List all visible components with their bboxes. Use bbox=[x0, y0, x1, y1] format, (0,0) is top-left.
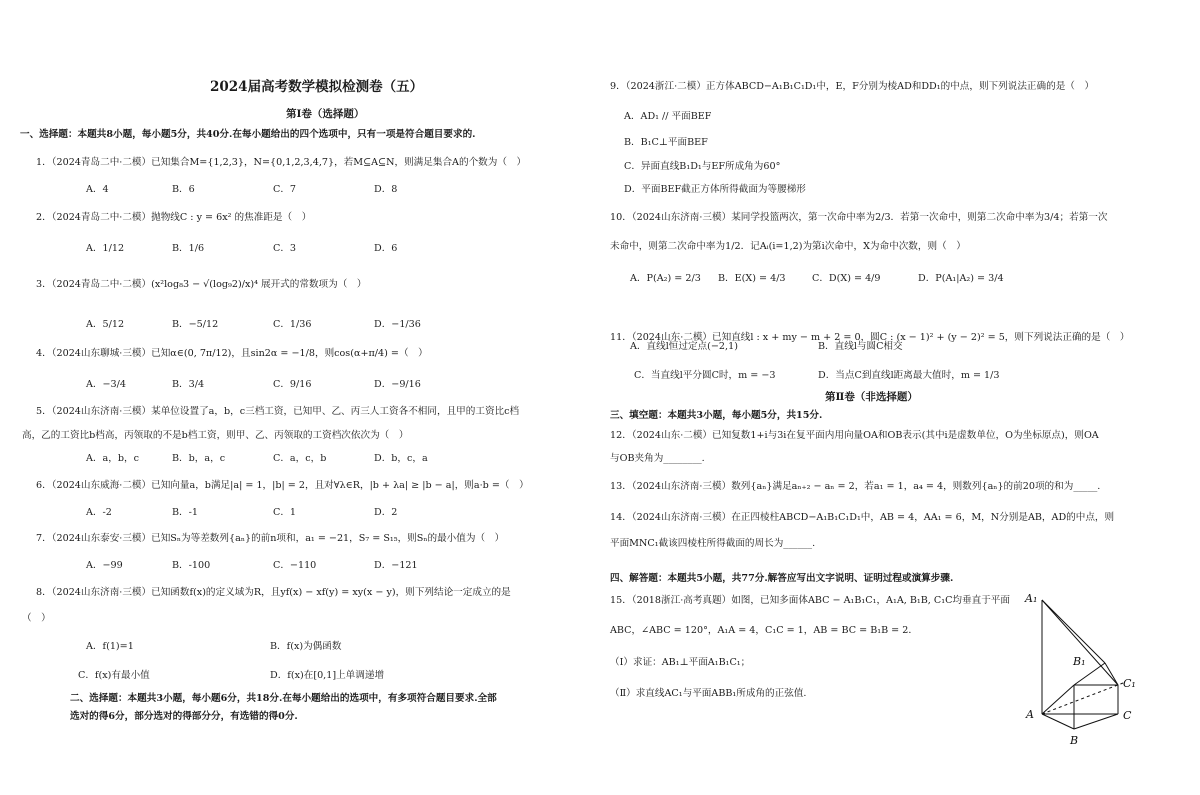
q11-option-a-display: A．直线l恒过定点(−2,1) bbox=[630, 341, 738, 352]
label-b1: B₁ bbox=[1073, 655, 1086, 668]
section-two-heading-line1: 二、选择题：本题共3小题，每小题6分，共18分.在每小题给出的选项中，有多项符合题目要求.全部 bbox=[70, 693, 497, 704]
q3-stem: 3．（2024青岛二中·二模）(x²log₈3 − √(log₉2)/x)⁴ 展开式的常数项为（ ） bbox=[36, 279, 367, 290]
q4-stem: 4．（2024山东聊城·三模）已知α∈(0, 7π/12)，且sin2α = −1/8，则cos(α+π/4) =（ ） bbox=[36, 348, 428, 359]
q3-option-b: B．−5/12 bbox=[172, 319, 219, 330]
label-a1: A₁ bbox=[1025, 592, 1038, 605]
q3-option-a: A．5/12 bbox=[86, 319, 125, 330]
q1-stem: 1．（2024青岛二中·二模）已知集合M={1,2,3}，N={0,1,2,3,4,7}，若M⊆A⊆N，则满足集合A的个数为（ ） bbox=[36, 157, 527, 168]
q15-part-one: （Ⅰ）求证：AB₁⊥平面A₁B₁C₁； bbox=[610, 657, 751, 668]
section-four-heading: 四、解答题：本题共5小题，共77分.解答应写出文字说明、证明过程或演算步骤. bbox=[610, 573, 954, 584]
q2-stem: 2．（2024青岛二中·二模）抛物线C : y = 6x² 的焦准距是（ ） bbox=[36, 212, 312, 223]
label-c: C bbox=[1123, 709, 1132, 722]
q1-option-a: A．4 bbox=[86, 184, 109, 195]
q1-option-b: B．6 bbox=[172, 184, 195, 195]
q15-stem-line1: 15．（2018浙江·高考真题）如图，已知多面体ABC − A₁B₁C₁，A₁A, B₁B, C₁C均垂直于平面 bbox=[610, 595, 1010, 606]
q2-option-d: D．6 bbox=[374, 243, 398, 254]
label-b: B bbox=[1070, 734, 1079, 747]
q10-option-d: D．P(A₁|A₂) = 3/4 bbox=[918, 273, 1004, 284]
q6-stem: 6．（2024山东威海·二模）已知向量a，b满足|a| = 1，|b| = 2，且对∀λ∈R，|b + λa| ≥ |b − a|，则a·b =（ ） bbox=[36, 480, 529, 491]
q1-option-c: C．7 bbox=[273, 184, 297, 195]
q4-option-b: B．3/4 bbox=[172, 379, 205, 390]
q11-option-b: B．直线l与圆C相交 bbox=[818, 341, 903, 352]
q13-stem: 13．（2024山东济南·三模）数列{aₙ}满足aₙ₊₂ − aₙ = 2，若a₁ = 1，a₄ = 4，则数列{aₙ}的前20项的和为_____. bbox=[610, 481, 1101, 492]
part-one-heading: 第Ⅰ卷（选择题） bbox=[286, 108, 365, 120]
section-three-heading: 三、填空题：本题共3小题，每小题5分，共15分. bbox=[610, 410, 823, 421]
q2-option-b: B．1/6 bbox=[172, 243, 205, 254]
q7-option-c: C．−110 bbox=[273, 560, 317, 571]
q12-stem-line2: 与OB夹角为________. bbox=[610, 453, 705, 464]
q11-option-d: D．当点C到直线l距离最大值时，m = 1/3 bbox=[818, 370, 1000, 381]
q2-option-c: C．3 bbox=[273, 243, 297, 254]
q8-option-d: D．f(x)在[0,1]上单调递增 bbox=[270, 670, 385, 681]
q9-option-c: C．异面直线B₁D₁与EF所成角为60° bbox=[624, 161, 781, 172]
q9-option-d: D．平面BEF截正方体所得截面为等腰梯形 bbox=[624, 184, 806, 195]
q10-option-b: B．E(X) = 4/3 bbox=[718, 273, 786, 284]
q6-option-c: C．1 bbox=[273, 507, 297, 518]
q6-option-d: D．2 bbox=[374, 507, 398, 518]
part-two-heading: 第Ⅱ卷（非选择题） bbox=[825, 391, 918, 403]
q4-option-c: C．9/16 bbox=[273, 379, 312, 390]
q9-option-b: B．B₁C⊥平面BEF bbox=[624, 137, 708, 148]
q3-option-c: C．1/36 bbox=[273, 319, 312, 330]
q14-stem-line1: 14．（2024山东济南·三模）在正四棱柱ABCD−A₁B₁C₁D₁中，AB = 4，AA₁ = 6，M，N分别是AB，AD的中点，则 bbox=[610, 512, 1115, 523]
q11-option-c: C．当直线l平分圆C时，m = −3 bbox=[634, 370, 776, 381]
q8-option-c: C．f(x)有最小值 bbox=[78, 670, 150, 681]
q7-option-a: A．−99 bbox=[86, 560, 123, 571]
polyhedron-figure bbox=[1020, 588, 1190, 770]
q8-stem-line1: 8．（2024山东济南·三模）已知函数f(x)的定义域为R，且yf(x) − xf(y) = xy(x − y)，则下列结论一定成立的是 bbox=[36, 587, 511, 598]
q11-stem: 11．（2024山东·二模）已知直线l : x + my − m + 2 = 0，圆C : (x − 1)² + (y − 2)² = 5，则下列说法正确的是（ ） bbox=[610, 332, 1130, 343]
q5-stem-line1: 5．（2024山东济南·三模）某单位设置了a，b，c三档工资，已知甲、乙、丙三人工资各不相同，且甲的工资比c档 bbox=[36, 406, 520, 417]
q9-option-a: A．AD₁ // 平面BEF bbox=[624, 111, 712, 122]
q4-option-d: D．−9/16 bbox=[374, 379, 421, 390]
q5-option-b: B．b，a，c bbox=[172, 453, 226, 464]
label-c1: C₁ bbox=[1123, 677, 1136, 690]
q8-stem-line2: （ ） bbox=[22, 613, 51, 624]
q5-stem-line2: 高，乙的工资比b档高，丙领取的不是b档工资，则甲、乙、丙领取的工资档次依次为（ ） bbox=[22, 430, 409, 441]
q4-option-a: A．−3/4 bbox=[86, 379, 127, 390]
q15-part-two: （Ⅱ）求直线AC₁与平面ABB₁所成角的正弦值. bbox=[610, 688, 807, 699]
q15-stem-line2: ABC，∠ABC = 120°，A₁A = 4，C₁C = 1，AB = BC = B₁B = 2． bbox=[610, 625, 918, 636]
q10-stem-line1: 10．（2024山东济南·三模）某同学投篮两次，第一次命中率为2/3．若第一次命中，则第二次命中率为3/4；若第一次 bbox=[610, 212, 1108, 223]
q7-option-b: B．-100 bbox=[172, 560, 211, 571]
page-title: 2024届高考数学模拟检测卷（五） bbox=[210, 79, 424, 95]
q7-option-d: D．−121 bbox=[374, 560, 418, 571]
q5-option-c: C．a，c，b bbox=[273, 453, 327, 464]
section-one-heading: 一、选择题：本题共8小题，每小题5分，共40分.在每小题给出的四个选项中，只有一项是符合题目要求的. bbox=[20, 129, 476, 140]
q6-option-b: B．-1 bbox=[172, 507, 198, 518]
q5-option-a: A．a，b，c bbox=[86, 453, 139, 464]
q10-option-a: A．P(A₂) = 2/3 bbox=[630, 273, 701, 284]
q12-stem-line1: 12．（2024山东·二模）已知复数1+i与3i在复平面内用向量OA和OB表示(其中i是虚数单位，O为坐标原点)，则OA bbox=[610, 430, 1099, 441]
q10-stem-line2: 未命中，则第二次命中率为1/2．记Aᵢ(i=1,2)为第i次命中，X为命中次数，则（ ） bbox=[610, 241, 966, 252]
q3-option-d: D．−1/36 bbox=[374, 319, 421, 330]
q1-option-d: D．8 bbox=[374, 184, 398, 195]
q7-stem: 7．（2024山东泰安·三模）已知Sₙ为等差数列{aₙ}的前n项和，a₁ = −21，S₇ = S₁₅，则Sₙ的最小值为（ ） bbox=[36, 533, 505, 544]
q6-option-a: A．-2 bbox=[86, 507, 112, 518]
q10-option-c: C．D(X) = 4/9 bbox=[812, 273, 881, 284]
label-a: A bbox=[1026, 708, 1034, 721]
q5-option-d: D．b，c，a bbox=[374, 453, 428, 464]
q14-stem-line2: 平面MNC₁截该四棱柱所得截面的周长为______. bbox=[610, 538, 816, 549]
q8-option-a: A．f(1)=1 bbox=[86, 641, 134, 652]
q2-option-a: A．1/12 bbox=[86, 243, 125, 254]
q9-stem: 9．（2024浙江·二模）正方体ABCD−A₁B₁C₁D₁中，E，F分别为棱AD和DD₁的中点，则下列说法正确的是（ ） bbox=[610, 81, 1095, 92]
q8-option-b: B．f(x)为偶函数 bbox=[270, 641, 342, 652]
section-two-heading-line2: 选对的得6分，部分选对的得部分分，有选错的得0分. bbox=[70, 711, 298, 722]
